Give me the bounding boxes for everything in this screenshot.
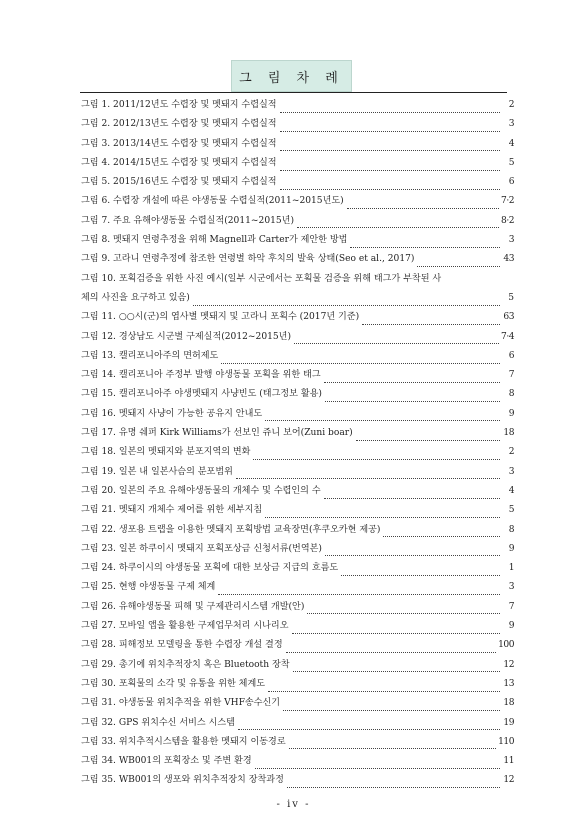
list-item[interactable] bbox=[81, 617, 514, 636]
dot-leader bbox=[265, 508, 500, 518]
list-item[interactable] bbox=[81, 347, 514, 366]
entry-label: 그림 19. 일본 내 일본사슴의 분포범위 bbox=[81, 466, 233, 477]
entry-label: 그림 14. 캘리포니아 주정부 발행 야생동물 포획을 위한 태그 bbox=[81, 370, 321, 381]
entry-page: 8 bbox=[508, 389, 514, 400]
list-item[interactable] bbox=[81, 501, 514, 520]
entry-label: 그림 29. 총기에 위치추적장치 혹은 Bluetooth 장착 bbox=[81, 659, 290, 670]
entry-label: 그림 20. 일본의 주요 유해야생동물의 개체수 및 수렵인의 수 bbox=[81, 485, 321, 496]
entry-page: 7 bbox=[508, 370, 514, 381]
dot-leader bbox=[341, 566, 500, 576]
entry-page: 6 bbox=[508, 177, 514, 188]
entry-label: 그림 34. WB001의 포획장소 및 주변 환경 bbox=[81, 756, 252, 767]
list-item[interactable] bbox=[81, 328, 514, 347]
entry-label: 그림 18. 일본의 멧돼지와 분포지역의 변화 bbox=[81, 447, 251, 458]
dot-leader bbox=[293, 662, 500, 672]
entry-label: 그림 21. 멧돼지 개체수 제어를 위한 세부지침 bbox=[81, 505, 263, 516]
entry-page: 2 bbox=[508, 100, 514, 110]
entry-page: 43 bbox=[503, 254, 514, 265]
entry-label: 그림 2. 2012/13년도 수렵장 및 멧돼지 수렵실적 bbox=[81, 119, 277, 130]
entry-page: 3 bbox=[508, 466, 514, 477]
dot-leader bbox=[292, 624, 501, 634]
entry-label: 그림 8. 멧돼지 연령추정을 위해 Magnell과 Carter가 제안한 방법 bbox=[81, 235, 348, 246]
entry-page: 9 bbox=[508, 543, 514, 554]
dot-leader bbox=[347, 199, 499, 209]
list-item[interactable] bbox=[81, 308, 514, 327]
entry-label: 그림 27. 모바일 앱을 활용한 구제업무처리 시나리오 bbox=[81, 621, 289, 632]
list-item[interactable] bbox=[81, 115, 514, 134]
entry-label: 그림 5. 2015/16년도 수렵장 및 멧돼지 수렵실적 bbox=[81, 177, 277, 188]
entry-label: 그림 11. ○○시(군)의 엽사별 멧돼지 및 고라니 포획수 (2017년 기준) bbox=[81, 312, 360, 323]
list-item[interactable] bbox=[81, 636, 514, 655]
entry-page: 1 bbox=[508, 563, 514, 574]
header-divider bbox=[80, 92, 507, 93]
entry-label: 그림 13. 캘리포니아주의 면허제도 bbox=[81, 350, 219, 361]
entry-page: 18 bbox=[503, 428, 514, 439]
dot-leader bbox=[289, 739, 497, 749]
dot-leader bbox=[255, 759, 500, 769]
list-item[interactable] bbox=[81, 656, 514, 675]
entry-label: 그림 23. 일본 하쿠이시 멧돼지 포획포상금 신청서류(번역본) bbox=[81, 543, 322, 554]
list-item[interactable] bbox=[81, 482, 514, 501]
entry-label: 그림 24. 하쿠이시의 야생동물 포획에 대한 보상금 지급의 흐름도 bbox=[81, 563, 339, 574]
entry-label: 그림 3. 2013/14년도 수렵장 및 멧돼지 수렵실적 bbox=[81, 138, 277, 149]
dot-leader bbox=[356, 431, 500, 441]
entry-page: 18 bbox=[503, 698, 514, 709]
entry-label: 그림 15. 캘리포니아주 야생멧돼지 사냥빈도 (태그정보 활용) bbox=[81, 389, 322, 400]
list-item[interactable] bbox=[81, 463, 514, 482]
list-item[interactable] bbox=[81, 135, 514, 154]
list-item[interactable] bbox=[81, 270, 514, 309]
dot-leader bbox=[362, 315, 500, 325]
list-item[interactable] bbox=[81, 96, 514, 115]
entry-page: 7·4 bbox=[501, 331, 514, 342]
entry-label: 그림 30. 포획물의 소각 및 유통을 위한 체계도 bbox=[81, 678, 266, 689]
entry-page: 6 bbox=[508, 350, 514, 361]
entry-label: 그림 16. 멧돼지 사냥이 가능한 공유지 안내도 bbox=[81, 408, 263, 419]
entry-page: 12 bbox=[503, 775, 514, 786]
dot-leader bbox=[283, 701, 500, 711]
dot-leader bbox=[280, 161, 500, 171]
list-item[interactable] bbox=[81, 424, 514, 443]
list-item[interactable] bbox=[81, 212, 514, 231]
list-item[interactable] bbox=[81, 405, 514, 424]
list-item[interactable] bbox=[81, 714, 514, 733]
list-item[interactable] bbox=[81, 443, 514, 462]
entry-label-continued: 체의 사진을 요구하고 있음) bbox=[81, 292, 190, 303]
list-item[interactable] bbox=[81, 771, 514, 790]
dot-leader bbox=[221, 354, 500, 364]
entry-page: 5 bbox=[508, 157, 514, 168]
entry-page: 110 bbox=[498, 736, 514, 747]
dot-leader bbox=[218, 585, 500, 595]
entry-label: 그림 7. 주요 유해야생동물 수렵실적(2011~2015년) bbox=[81, 215, 295, 226]
entry-label: 그림 28. 피해정보 모델링을 통한 수렵장 개설 결정 bbox=[81, 640, 283, 651]
list-item[interactable] bbox=[81, 578, 514, 597]
entry-label: 그림 12. 경상남도 시군별 구제실적(2012~2015년) bbox=[81, 331, 292, 342]
list-item[interactable] bbox=[81, 675, 514, 694]
entry-page: 100 bbox=[498, 640, 514, 651]
entry-page: 3 bbox=[508, 235, 514, 246]
entry-page: 19 bbox=[503, 717, 514, 728]
dot-leader bbox=[236, 469, 500, 479]
dot-leader bbox=[280, 122, 500, 132]
dot-leader bbox=[325, 392, 500, 402]
list-item[interactable] bbox=[81, 173, 514, 192]
dot-leader bbox=[280, 141, 500, 151]
entry-page: 4 bbox=[508, 485, 514, 496]
list-item[interactable] bbox=[81, 733, 514, 752]
entry-label: 그림 4. 2014/15년도 수렵장 및 멧돼지 수렵실적 bbox=[81, 157, 277, 168]
list-item[interactable] bbox=[81, 694, 514, 713]
entry-page: 5 bbox=[508, 505, 514, 516]
dot-leader bbox=[287, 778, 500, 788]
dot-leader bbox=[238, 720, 500, 730]
dot-leader bbox=[265, 411, 500, 421]
list-item[interactable] bbox=[81, 192, 514, 211]
entry-label: 그림 31. 야생동물 위치추적을 위한 VHF송수신기 bbox=[81, 698, 281, 709]
entry-label: 그림 32. GPS 위치수신 서비스 시스템 bbox=[81, 717, 235, 728]
figure-list bbox=[81, 96, 514, 791]
entry-page: 3 bbox=[508, 119, 514, 130]
entry-label: 그림 26. 유해야생동물 피해 및 구제관리시스템 개발(안) bbox=[81, 601, 305, 612]
list-item[interactable] bbox=[81, 385, 514, 404]
entry-page: 7 bbox=[508, 601, 514, 612]
entry-label: 그림 25. 현행 야생동물 구제 체계 bbox=[81, 582, 216, 593]
page-number-footer: - iv - bbox=[276, 799, 311, 810]
dot-leader bbox=[324, 373, 500, 383]
list-item[interactable] bbox=[81, 250, 514, 269]
entry-page: 3 bbox=[508, 582, 514, 593]
dot-leader bbox=[350, 238, 500, 248]
list-item[interactable] bbox=[81, 540, 514, 559]
dot-leader bbox=[297, 218, 499, 228]
entry-page: 12 bbox=[503, 659, 514, 670]
list-item[interactable] bbox=[81, 154, 514, 173]
list-item[interactable] bbox=[81, 366, 514, 385]
page-title: 그 림 차 례 bbox=[231, 60, 352, 92]
list-item[interactable] bbox=[81, 752, 514, 771]
entry-label: 그림 22. 생포용 트랩을 이용한 멧돼지 포획방법 교육장면(후쿠오카현 제공) bbox=[81, 524, 381, 535]
entry-label: 그림 10. 포획검증을 위한 사진 예시(일부 시군에서는 포획물 검증을 위해 태그가 부착된 사 bbox=[81, 273, 442, 284]
entry-label: 그림 17. 유명 쉐퍼 Kirk Williams가 선보인 쥬니 보어(Zuni boar) bbox=[81, 428, 353, 439]
dot-leader bbox=[280, 103, 500, 113]
dot-leader bbox=[324, 489, 500, 499]
entry-page: 63 bbox=[503, 312, 514, 323]
entry-page: 7·2 bbox=[501, 196, 514, 207]
dot-leader bbox=[325, 546, 500, 556]
entry-label: 그림 9. 고라니 연령추정에 참조한 연령별 하악 후치의 발육 상태(Seo et al., 2017) bbox=[81, 254, 415, 265]
entry-label: 그림 35. WB001의 생포와 위치추적장치 장착과정 bbox=[81, 775, 284, 786]
entry-page: 8·2 bbox=[501, 215, 514, 226]
dot-leader bbox=[307, 604, 500, 614]
dot-leader bbox=[280, 180, 500, 190]
dot-leader bbox=[253, 450, 500, 460]
dot-leader bbox=[294, 334, 499, 344]
entry-page: 5 bbox=[508, 292, 514, 303]
entry-page: 9 bbox=[508, 621, 514, 632]
dot-leader bbox=[268, 682, 500, 692]
entry-label: 그림 1. 2011/12년도 수렵장 및 멧돼지 수렵실적 bbox=[81, 100, 277, 110]
list-item[interactable] bbox=[81, 598, 514, 617]
entry-page: 13 bbox=[503, 678, 514, 689]
entry-page: 9 bbox=[508, 408, 514, 419]
entry-page: 4 bbox=[508, 138, 514, 149]
dot-leader bbox=[417, 257, 500, 267]
entry-label: 그림 6. 수렵장 개설에 따른 야생동물 수렵실적(2011~2015년도) bbox=[81, 196, 344, 207]
entry-label: 그림 33. 위치추적시스템을 활용한 멧돼지 이동경로 bbox=[81, 736, 286, 747]
entry-page: 2 bbox=[508, 447, 514, 458]
entry-page: 8 bbox=[508, 524, 514, 535]
entry-page: 11 bbox=[503, 756, 514, 767]
dot-leader bbox=[193, 296, 500, 306]
list-item[interactable] bbox=[81, 521, 514, 540]
list-item[interactable] bbox=[81, 231, 514, 250]
dot-leader bbox=[286, 643, 497, 653]
dot-leader bbox=[383, 527, 500, 537]
list-item[interactable] bbox=[81, 559, 514, 578]
